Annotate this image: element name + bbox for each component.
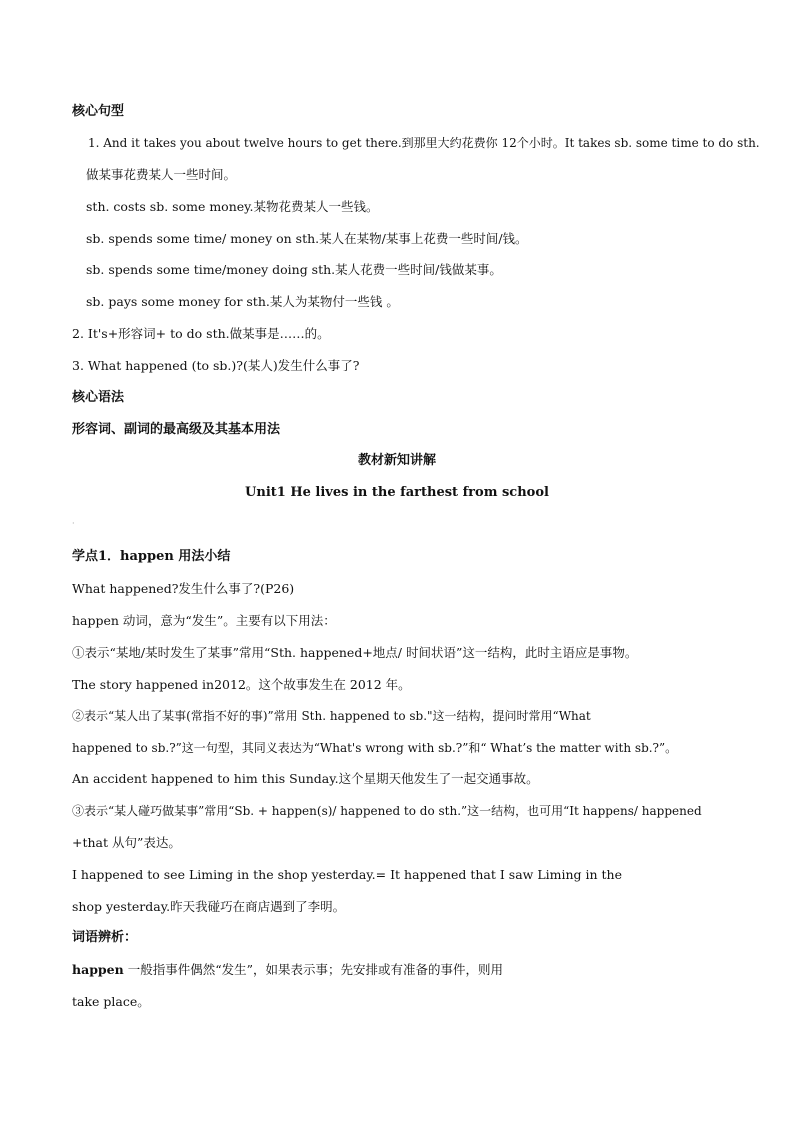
point-1-line-9: +that 从句”表达。 — [72, 835, 181, 850]
core-sentences-heading: 核心句型 — [72, 104, 125, 119]
sentence-1-line-2: 做某事花费某人一些时间。 — [86, 167, 237, 182]
point-1-line-3: ①表示“某地/某时发生了某事”常用“Sth. happened+地点/ 时间状语”这一结构，此时主语应是事物。 — [72, 645, 638, 660]
point-1-line-4: The story happened in2012。这个故事发生在 2012 年。 — [72, 677, 411, 692]
point-1-line-5: ②表示“某人出了某事(常指不好的事)”常用 Sth. happened to sb."这一结构，提问时常用“What — [72, 709, 591, 723]
sentence-2: 2. It's+形容词+ to do sth.做某事是……的。 — [72, 326, 330, 341]
point-1-line-11: shop yesterday.昨天我碰巧在商店遇到了李明。 — [72, 899, 346, 914]
sentence-1-sub-2: sb. spends some time/ money on sth.某人在某物/某事上花费一些时间/钱。 — [86, 231, 528, 246]
word-analysis-line-1 — [72, 962, 503, 978]
happen-bold-word: happen — [72, 962, 124, 977]
sentence-1-sub-4: sb. pays some money for sth.某人为某物付一些钱 。 — [86, 294, 399, 309]
point-1-line-6: happened to sb.?”这一句型，其同义表达为“What's wrong with sb.?”和“ What’s the matter with sb.?”。 — [72, 741, 678, 755]
sentence-3: 3. What happened (to sb.)?(某人)发生什么事了? — [72, 358, 360, 373]
word-analysis-heading: 词语辨析： — [72, 930, 138, 945]
point-1-line-7: An accident happened to him this Sunday.这个星期天他发生了一起交通事故。 — [72, 771, 539, 786]
core-grammar-heading: 核心语法 — [72, 390, 125, 405]
core-grammar-subheading: 形容词、副词的最高级及其基本用法 — [72, 422, 281, 437]
sentence-1-sub-3: sb. spends some time/money doing sth.某人花费一些时间/钱做某事。 — [86, 262, 502, 277]
word-analysis-line-2: take place。 — [72, 994, 150, 1009]
point-1-line-10: I happened to see Liming in the shop yesterday.= It happened that I saw Liming in the — [72, 867, 622, 882]
dot-marker: · — [72, 519, 75, 528]
point-1-line-2: happen 动词，意为“发生”。主要有以下用法： — [72, 613, 336, 628]
sentence-1-line-1: 1. And it takes you about twelve hours to get there.到那里大约花费你 12个小时。It takes sb. some time to do sth. — [88, 136, 760, 150]
textbook-title: 教材新知讲解 — [357, 453, 436, 468]
point-1-line-8: ③表示“某人碰巧做某事”常用“Sb. + happen(s)/ happened to do sth.”这一结构，也可用“It happens/ happened — [72, 804, 702, 818]
word-analysis-line-1-rest: 一般指事件偶然“发生”，如果表示事；先安排或有准备的事件，则用 — [123, 962, 503, 977]
point-1-line-1: What happened?发生什么事了?(P26) — [72, 581, 295, 596]
unit-title: Unit1 He lives in the farthest from school — [245, 485, 549, 500]
sentence-1-sub-1: sth. costs sb. some money.某物花费某人一些钱。 — [86, 199, 379, 214]
point-1-heading: 学点1．happen 用法小结 — [72, 549, 231, 564]
